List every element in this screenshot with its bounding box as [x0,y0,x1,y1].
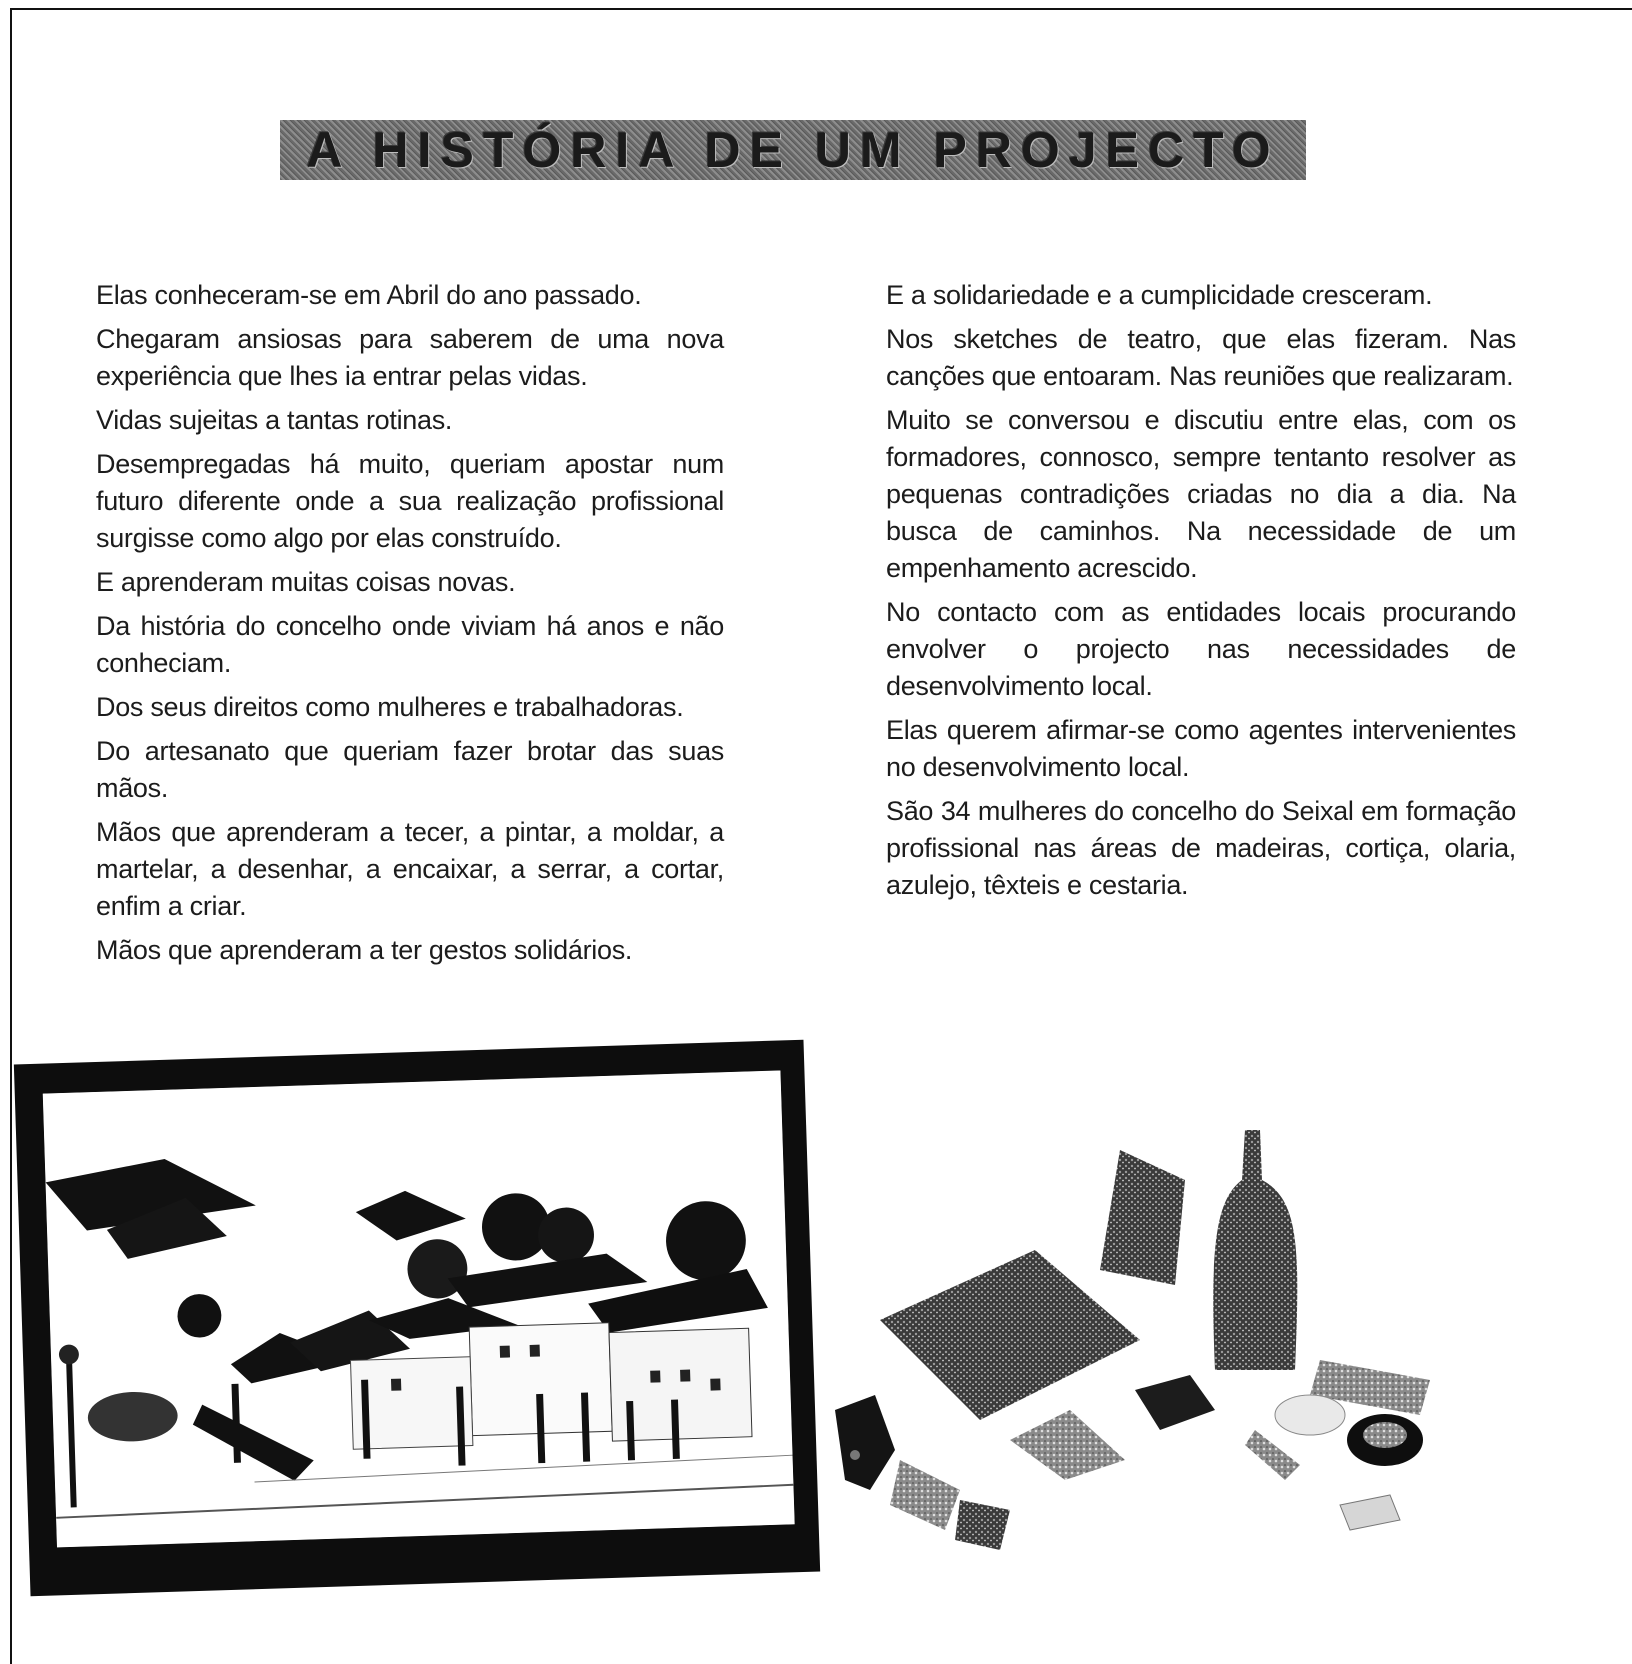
paragraph: Elas querem afirmar-se como agentes intervenientes no desenvolvimento local. [886,715,1516,782]
page-title: A HISTÓRIA DE UM PROJECTO [306,122,1280,178]
handicrafts-photo [830,1110,1570,1610]
paragraph: Da história do concelho onde viviam há anos e não conheciam. [96,611,724,678]
paragraph: Do artesanato que queriam fazer brotar das suas mãos. [96,736,724,803]
paragraph: Elas conheceram-se em Abril do ano passado. [96,280,642,310]
paragraph: Muito se conversou e discutiu entre elas, com os formadores, connosco, sempre tentanto resolver as pequenas contradições criadas no dia a dia. Na busca de caminhos. Na necessidade de um empenhamento acrescido. [886,405,1516,583]
paragraph: Mãos que aprenderam a ter gestos solidários. [96,935,633,965]
left-text-column [96,277,724,976]
right-text-column [886,277,1516,911]
paragraph: E aprenderam muitas coisas novas. [96,567,516,597]
paragraph: Nos sketches de teatro, que elas fizeram. Nas canções que entoaram. Nas reuniões que realizaram. [886,324,1516,391]
paragraph: Mãos que aprenderam a tecer, a pintar, a moldar, a martelar, a desenhar, a encaixar, a serrar, a cortar, enfim a criar. [96,817,724,921]
paragraph: Chegaram ansiosas para saberem de uma nova experiência que lhes ia entrar pelas vidas. [96,324,724,391]
paragraph: E a solidariedade e a cumplicidade cresceram. [886,280,1433,310]
paragraph: São 34 mulheres do concelho do Seixal em formação profissional nas áreas de madeiras, cortiça, olaria, azulejo, têxteis e cestaria. [886,796,1516,900]
title-banner [280,120,1306,180]
village-photo-image [43,1070,795,1547]
paragraph: Dos seus direitos como mulheres e trabalhadoras. [96,692,684,722]
village-photo [14,1040,820,1597]
paragraph: Desempregadas há muito, queriam apostar num futuro diferente onde a sua realização profissional surgisse como algo por elas construído. [96,449,724,553]
paragraph: Vidas sujeitas a tantas rotinas. [96,405,453,435]
paragraph: No contacto com as entidades locais procurando envolver o projecto nas necessidades de desenvolvimento local. [886,597,1516,701]
